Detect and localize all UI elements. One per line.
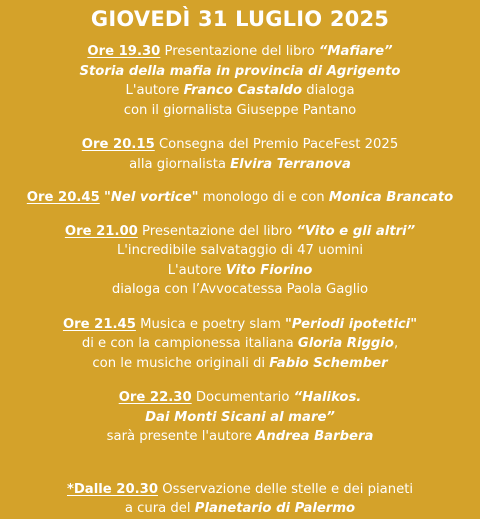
event-text: con le musiche originali di — [92, 355, 270, 371]
author-name: Andrea Barbera — [256, 429, 374, 444]
show-title: "Periodi ipotetici" — [285, 316, 418, 332]
event-time: Ore 21.45 — [62, 316, 136, 332]
event-line — [0, 427, 480, 447]
event-item-2015 — [0, 135, 480, 174]
event-line — [0, 334, 480, 354]
event-line — [0, 354, 480, 374]
event-text: , — [393, 336, 399, 351]
event-line — [0, 388, 480, 408]
person-name: Monica Brancato — [328, 190, 454, 205]
event-time: Ore 20.45 — [26, 190, 100, 205]
event-text: L'autore — [125, 83, 184, 98]
event-text: sarà presente l'autore — [106, 429, 257, 444]
event-line — [0, 315, 480, 335]
event-text: L'incredibile salvataggio di 47 uomini — [116, 243, 364, 258]
book-title: “Mafiare” — [318, 44, 393, 59]
event-line — [0, 135, 480, 155]
event-text: Musica e poetry slam — [135, 316, 285, 332]
event-time: Ore 21.00 — [64, 223, 138, 239]
event-time: Ore 22.30 — [118, 390, 192, 405]
author-name: Franco Castaldo — [183, 83, 303, 98]
event-line — [0, 188, 480, 208]
event-line — [0, 81, 480, 101]
person-name: Fabio Schember — [269, 355, 388, 371]
documentary-title: Dai Monti Sicani al mare” — [145, 409, 335, 425]
event-text: Presentazione del libro — [160, 44, 319, 59]
event-text: Osservazione delle stelle e dei pianeti — [158, 481, 414, 497]
event-text: dialoga — [302, 83, 355, 98]
event-item-2145 — [0, 315, 480, 374]
author-name: Vito Fiorino — [225, 262, 313, 278]
event-list — [0, 42, 480, 519]
event-line — [0, 499, 480, 519]
event-text: Presentazione del libro — [137, 223, 297, 239]
book-title: “Vito e gli altri” — [296, 223, 416, 239]
event-line — [0, 222, 480, 242]
event-text: con il giornalista Giuseppe Pantano — [123, 102, 357, 118]
event-time: *Dalle 20.30 — [66, 481, 158, 497]
documentary-title: “Halikos. — [293, 390, 362, 405]
person-name: Gloria Riggio — [297, 336, 394, 351]
event-time: Ore 20.15 — [81, 137, 155, 152]
event-text: Consegna del Premio PaceFest 2025 — [154, 137, 399, 152]
person-name: Elvira Terranova — [230, 156, 351, 172]
event-time: Ore 19.30 — [87, 44, 161, 59]
organization-name: Planetario di Palermo — [194, 501, 356, 516]
event-text: L'autore — [167, 262, 226, 278]
event-text: monologo di e con — [198, 190, 329, 205]
event-item-2030 — [0, 480, 480, 519]
event-text: Documentario — [191, 390, 294, 405]
event-text: alla giornalista — [129, 156, 231, 172]
event-line — [0, 42, 480, 62]
event-text: a cura del — [124, 501, 195, 516]
event-item-2230 — [0, 388, 480, 447]
event-text: di e con la campionessa italiana — [81, 336, 298, 351]
book-subtitle: Storia della mafia in provincia di Agrigento — [79, 63, 401, 79]
show-title: "Nel vortice" — [103, 190, 199, 205]
event-line — [0, 261, 480, 281]
event-item-2100 — [0, 222, 480, 300]
event-item-2045 — [0, 188, 480, 208]
page-title: GIOVEDÌ 31 LUGLIO 2025 — [90, 7, 390, 31]
event-text: dialoga con l’Avvocatessa Paola Gaglio — [111, 282, 369, 297]
event-line — [0, 155, 480, 175]
event-item-1930 — [0, 42, 480, 120]
event-line — [0, 480, 480, 500]
